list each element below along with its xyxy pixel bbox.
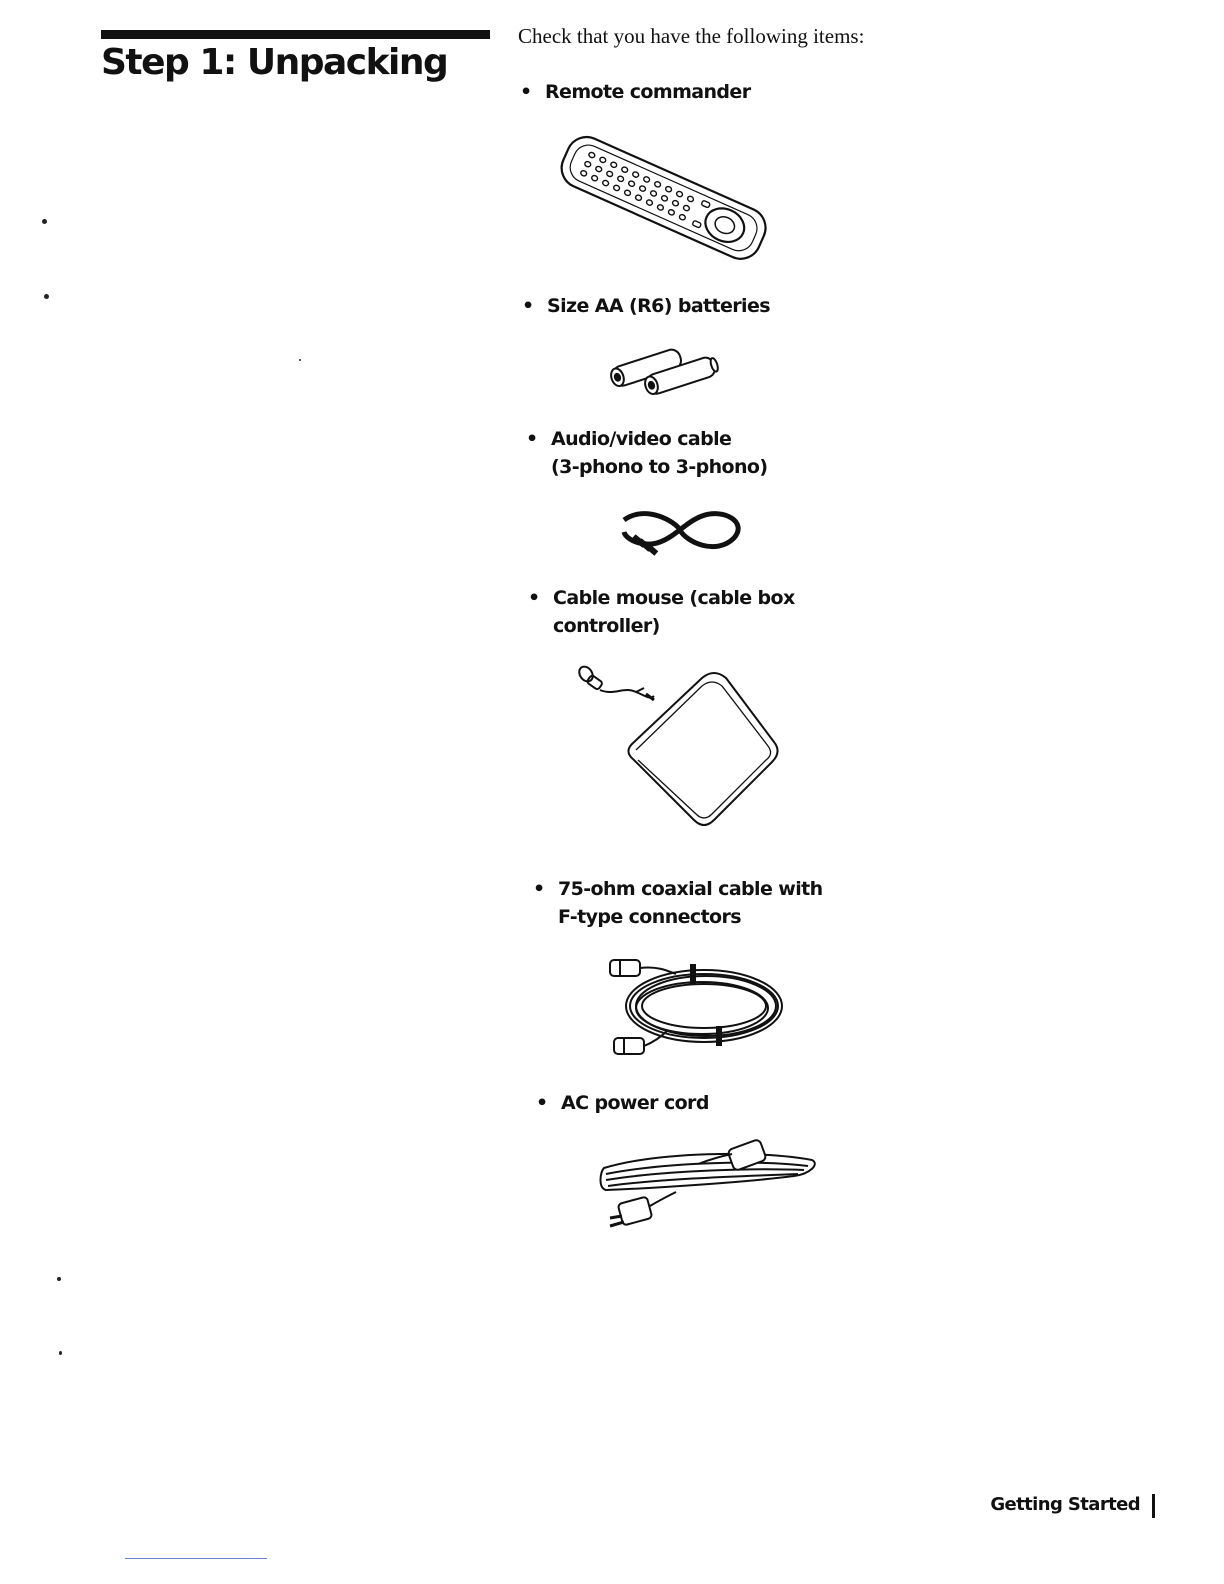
scan-mark xyxy=(44,294,49,299)
bullet: • xyxy=(536,1092,548,1114)
bullet: • xyxy=(526,428,538,450)
bullet: • xyxy=(528,587,540,609)
item-label: AC power cord xyxy=(561,1092,709,1114)
item-cable-mouse xyxy=(528,584,795,640)
item-av-cable xyxy=(526,425,767,481)
scan-mark xyxy=(299,359,301,361)
scan-mark xyxy=(42,219,47,224)
heading-rule xyxy=(101,30,490,39)
av-cable-icon xyxy=(616,502,746,558)
remote-commander-icon xyxy=(555,124,773,270)
item-label-line1: 75-ohm coaxial cable with xyxy=(558,878,823,900)
footer-page-marker xyxy=(1152,1494,1155,1518)
cable-mouse-icon xyxy=(574,660,786,832)
intro-text: Check that you have the following items: xyxy=(518,24,865,48)
item-label: Size AA (R6) batteries xyxy=(547,295,770,317)
coaxial-cable-icon xyxy=(606,956,790,1060)
item-label-line1: Cable mouse (cable box xyxy=(553,587,795,609)
bottom-rule xyxy=(125,1558,267,1559)
item-label: Remote commander xyxy=(545,81,751,103)
item-label-line2: (3-phono to 3-phono) xyxy=(551,456,768,478)
bullet: • xyxy=(533,878,545,900)
item-label-line2: F-type connectors xyxy=(558,906,741,928)
batteries-icon xyxy=(604,342,724,398)
item-label-line2: controller) xyxy=(553,615,660,637)
ac-power-cord-icon xyxy=(598,1138,820,1234)
scan-mark xyxy=(59,1351,62,1355)
section-footer: Getting Started xyxy=(990,1494,1140,1515)
item-label-line1: Audio/video cable xyxy=(551,428,732,450)
scan-mark xyxy=(57,1277,61,1281)
item-coaxial-cable xyxy=(533,875,823,931)
bullet: • xyxy=(522,295,534,317)
item-remote-commander xyxy=(520,78,750,106)
item-batteries xyxy=(522,292,770,320)
bullet: • xyxy=(520,81,532,103)
page-title: Step 1: Unpacking xyxy=(101,42,448,83)
item-ac-power-cord xyxy=(536,1089,709,1117)
